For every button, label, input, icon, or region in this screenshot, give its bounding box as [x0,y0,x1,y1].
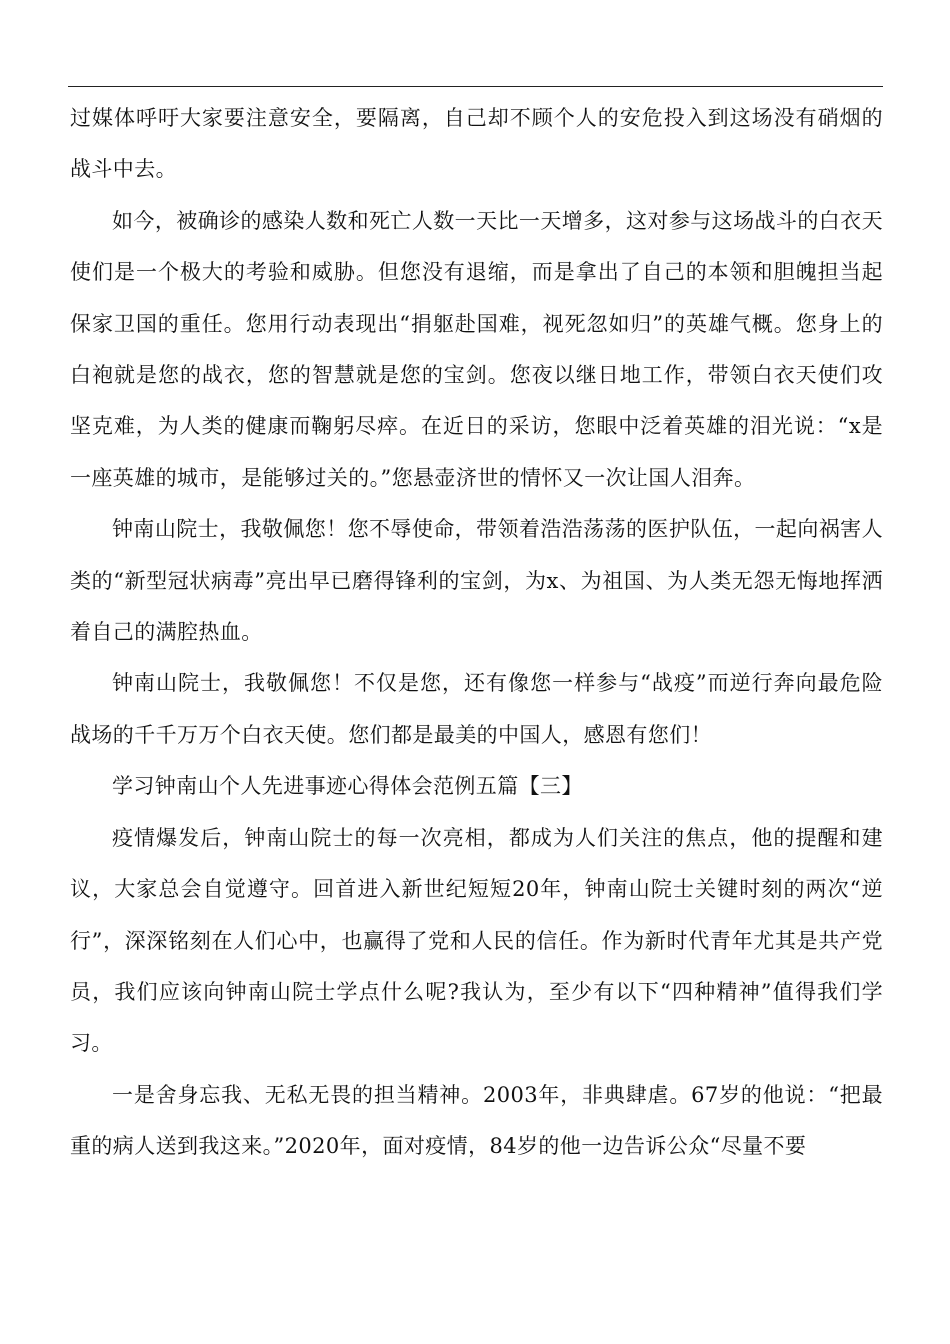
paragraph: 钟南山院士，我敬佩您！您不辱使命，带领着浩浩荡荡的医护队伍，一起向祸害人类的“新型冠状病毒”亮出早已磨得锋利的宝剑，为x、为祖国、为人类无怨无悔地挥洒着自己的满腔热血。 [70,517,883,645]
paragraph: 一是舍身忘我、无私无畏的担当精神。2003年，非典肆虐。67岁的他说：“把最重的病人送到我这来。”2020年，面对疫情，84岁的他一边告诉公众“尽量不要 [70,1082,883,1159]
document-body [70,93,883,1173]
paragraph: 钟南山院士，我敬佩您！不仅是您，还有像您一样参与“战疫”而逆行奔向最危险战场的千千万万个白衣天使。您们都是最美的中国人，感恩有您们！ [70,671,883,747]
header-rule [68,86,883,87]
paragraph: 疫情爆发后，钟南山院士的每一次亮相，都成为人们关注的焦点，他的提醒和建议，大家总会自觉遵守。回首进入新世纪短短20年，钟南山院士关键时刻的两次“逆行”，深深铭刻在人们心中，也赢得了党和人民的信任。作为新时代青年尤其是共产党员，我们应该向钟南山院士学点什么呢?我认为，至少有以下“四种精神”值得我们学习。 [70,825,883,1056]
paragraph-continuation: 过媒体呼吁大家要注意安全，要隔离，自己却不顾个人的安危投入到这场没有硝烟的战斗中去。 [70,106,883,182]
paragraph: 如今，被确诊的感染人数和死亡人数一天比一天增多，这对参与这场战斗的白衣天使们是一个极大的考验和威胁。但您没有退缩，而是拿出了自己的本领和胆魄担当起保家卫国的重任。您用行动表现出“捐躯赴国难，视死忽如归”的英雄气概。您身上的白袍就是您的战衣，您的智慧就是您的宝剑。您夜以继日地工作，带领白衣天使们攻坚克难，为人类的健康而鞠躬尽瘁。在近日的采访，您眼中泛着英雄的泪光说：“x是一座英雄的城市，是能够过关的。”您悬壶济世的情怀又一次让国人泪奔。 [70,208,883,490]
section-heading: 学习钟南山个人先进事迹心得体会范例五篇【三】 [112,774,583,799]
